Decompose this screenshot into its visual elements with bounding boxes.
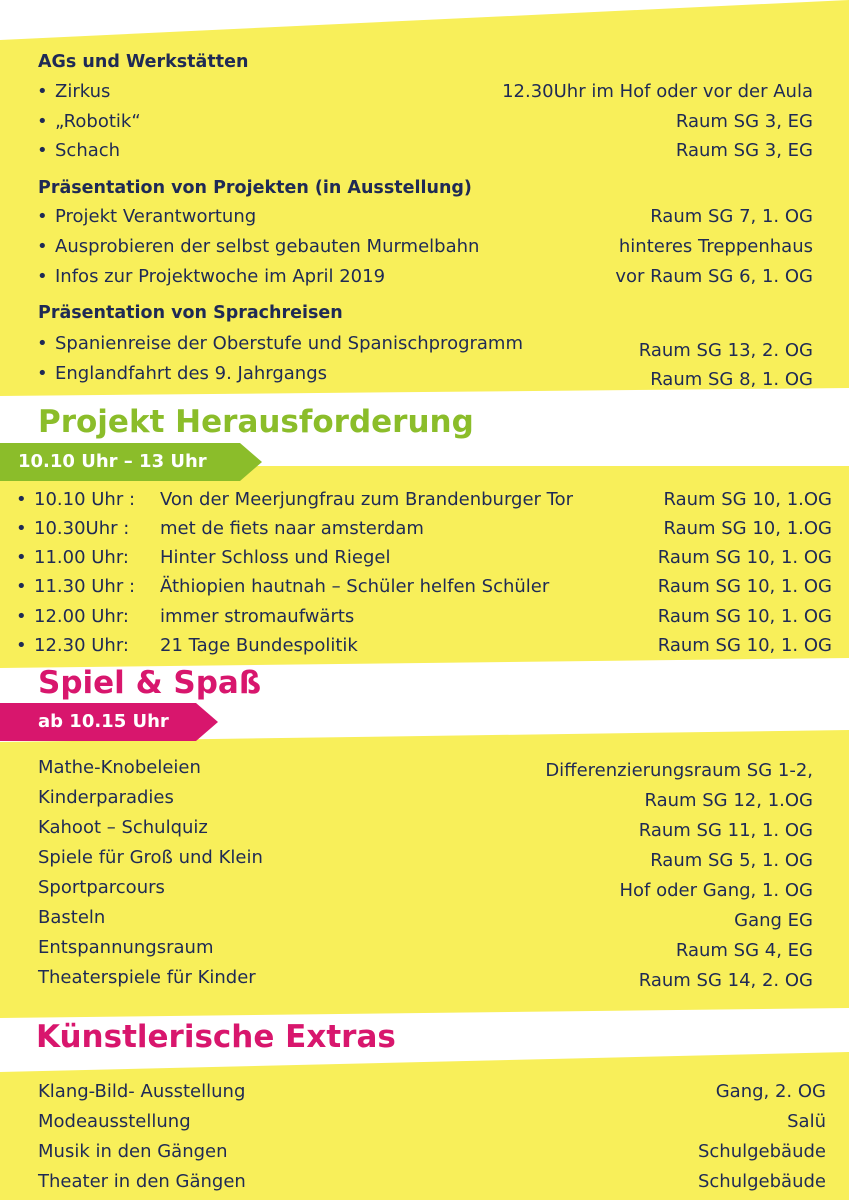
list-item	[0, 108, 849, 136]
item-location: Differenzierungsraum SG 1-2,	[545, 760, 813, 781]
item-location: Hof oder Gang, 1. OG	[619, 880, 813, 901]
list-item	[0, 754, 849, 782]
item-label: • Spanienreise der Oberstufe und Spanischprogramm	[55, 330, 523, 358]
item-label: • Ausprobieren der selbst gebauten Murmelbahn	[55, 233, 479, 261]
list-item	[0, 137, 849, 165]
heading-ags-werkstaetten: AGs und Werkstätten	[38, 52, 249, 72]
item-location: Schulgebäude	[697, 1171, 826, 1192]
item-label: Entspannungsraum	[38, 937, 214, 958]
list-item	[0, 934, 849, 962]
list-item	[0, 203, 849, 231]
list-item	[0, 263, 849, 291]
time-tag-spiel: ab 10.15 Uhr	[38, 711, 169, 732]
section-title-projekt: Projekt Herausforderung	[38, 404, 474, 440]
item-label: Basteln	[38, 907, 106, 928]
list-item	[0, 233, 849, 261]
item-location: 12.30Uhr im Hof oder vor der Aula	[502, 81, 813, 102]
list-item	[0, 330, 849, 361]
item-location: Raum SG 10, 1. OG	[657, 635, 832, 656]
item-location: Raum SG 3, EG	[675, 140, 813, 161]
item-time: • 10.10 Uhr :	[34, 486, 135, 514]
item-label: Kahoot – Schulquiz	[38, 817, 208, 838]
item-location: Raum SG 8, 1. OG	[650, 369, 813, 390]
item-label: Musik in den Gängen	[38, 1141, 228, 1162]
list-item	[0, 1168, 849, 1196]
schedule-row	[0, 632, 849, 660]
section-title-spiel: Spiel & Spaß	[38, 665, 262, 701]
heading-sprachreisen: Präsentation von Sprachreisen	[38, 303, 343, 323]
list-item	[0, 814, 849, 842]
item-location: Schulgebäude	[697, 1141, 826, 1162]
item-label: Äthiopien hautnah – Schüler helfen Schüler	[160, 576, 550, 597]
list-item	[0, 904, 849, 932]
heading-praesentation-projekte: Präsentation von Projekten (in Ausstellung)	[38, 178, 472, 198]
item-location: Raum SG 13, 2. OG	[638, 340, 813, 361]
item-time: • 12.30 Uhr:	[34, 632, 129, 660]
list-item	[0, 874, 849, 902]
item-label: Klang-Bild- Ausstellung	[38, 1081, 246, 1102]
item-label: Modeausstellung	[38, 1111, 191, 1132]
item-label: Hinter Schloss und Riegel	[160, 547, 391, 568]
item-location: Raum SG 14, 2. OG	[638, 970, 813, 991]
list-item	[0, 360, 849, 388]
item-location: hinteres Treppenhaus	[618, 236, 813, 257]
item-label: Spiele für Groß und Klein	[38, 847, 263, 868]
item-location: Raum SG 11, 1. OG	[638, 820, 813, 841]
item-label: met de fiets naar amsterdam	[160, 518, 424, 539]
item-label: Sportparcours	[38, 877, 165, 898]
item-time: • 11.30 Uhr :	[34, 573, 135, 601]
schedule-row	[0, 603, 849, 631]
list-item	[0, 1138, 849, 1166]
item-time: • 11.00 Uhr:	[34, 544, 129, 572]
item-label: • Schach	[55, 137, 120, 165]
item-label: Von der Meerjungfrau zum Brandenburger Tor	[160, 489, 573, 510]
item-label: Theater in den Gängen	[38, 1171, 246, 1192]
item-location: Raum SG 5, 1. OG	[650, 850, 813, 871]
item-location: Raum SG 10, 1. OG	[657, 576, 832, 597]
item-label: 21 Tage Bundespolitik	[160, 635, 358, 656]
item-location: Raum SG 10, 1. OG	[657, 606, 832, 627]
item-label: Kinderparadies	[38, 787, 174, 808]
item-location: Gang EG	[734, 910, 813, 931]
schedule-row	[0, 573, 849, 601]
section-title-kunst: Künstlerische Extras	[36, 1019, 396, 1055]
list-item	[0, 78, 849, 106]
item-label: • Zirkus	[55, 78, 110, 106]
item-location: Raum SG 10, 1. OG	[657, 547, 832, 568]
item-label: • Englandfahrt des 9. Jahrgangs	[55, 360, 327, 388]
item-location: Raum SG 12, 1.OG	[644, 790, 813, 811]
item-location: Raum SG 7, 1. OG	[650, 206, 813, 227]
item-time: • 10.30Uhr :	[34, 515, 129, 543]
item-label: Mathe-Knobeleien	[38, 757, 201, 778]
item-label: • Projekt Verantwortung	[55, 203, 256, 231]
item-location: Raum SG 10, 1.OG	[663, 489, 832, 510]
list-item	[0, 964, 849, 992]
schedule-row	[0, 544, 849, 572]
list-item	[0, 784, 849, 812]
item-location: Raum SG 10, 1.OG	[663, 518, 832, 539]
schedule-row	[0, 515, 849, 543]
item-time: • 12.00 Uhr:	[34, 603, 129, 631]
item-location: Gang, 2. OG	[715, 1081, 826, 1102]
item-label: • Infos zur Projektwoche im April 2019	[55, 263, 385, 291]
item-location: Salü	[787, 1111, 826, 1132]
item-label: Theaterspiele für Kinder	[38, 967, 256, 988]
list-item	[0, 1108, 849, 1136]
item-location: Raum SG 4, EG	[675, 940, 813, 961]
list-item	[0, 1078, 849, 1106]
item-label: • „Robotik“	[55, 108, 141, 136]
list-item	[0, 844, 849, 872]
item-location: vor Raum SG 6, 1. OG	[615, 266, 813, 287]
item-location: Raum SG 3, EG	[675, 111, 813, 132]
schedule-row	[0, 486, 849, 514]
item-label: immer stromaufwärts	[160, 606, 355, 627]
time-tag-projekt: 10.10 Uhr – 13 Uhr	[18, 451, 207, 472]
